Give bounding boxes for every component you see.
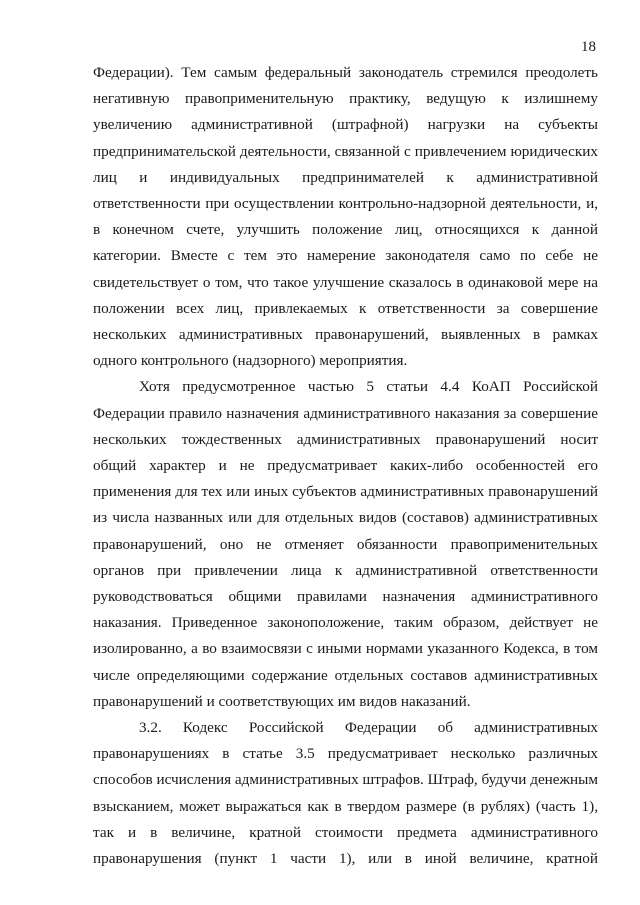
text-line: нескольких тождественных административных правонарушений носит <box>93 430 598 448</box>
text-line: способов исчисления административных штрафов. Штраф, будучи денежным <box>93 771 598 789</box>
text-line: руководствоваться общими правилами назначения административного <box>93 588 598 606</box>
text-line: так и в величине, кратной стоимости предмета административного <box>93 823 598 841</box>
text-line: увеличению административной (штрафной) нагрузки на субъекты <box>93 116 598 134</box>
text-line: Федерации). Тем самым федеральный законодатель стремился преодолеть <box>93 64 598 81</box>
paragraph-3 <box>93 715 598 872</box>
text-line: взысканием, может выражаться как в твердом размере (в рублях) (часть 1), <box>93 797 598 815</box>
text-line: правонарушениях в статье 3.5 предусматривает несколько различных <box>93 745 598 763</box>
paragraph-2 <box>93 374 598 715</box>
text-line: правонарушений, оно не отменяет обязанности правоприменительных <box>93 535 598 553</box>
text-line: негативную правоприменительную практику, ведущую к излишнему <box>93 90 598 108</box>
body-text <box>93 60 598 872</box>
text-line: общий характер и не предусматривает каких-либо особенностей его <box>93 457 598 475</box>
page-number: 18 <box>581 39 596 55</box>
text-line: ответственности при осуществлении контрольно-надзорной деятельности, и, <box>93 195 598 213</box>
paragraph-1 <box>93 60 598 374</box>
text-line: изолированно, а во взаимосвязи с иными нормами указанного Кодекса, в том <box>93 640 598 658</box>
text-line: положении всех лиц, привлекаемых к ответственности за совершение <box>93 299 598 317</box>
text-line: числе определяющими содержание отдельных составов административных <box>93 666 598 684</box>
text-line: Хотя предусмотренное частью 5 статьи 4.4 КоАП Российской <box>139 378 598 396</box>
text-line: наказания. Приведенное законоположение, таким образом, действует не <box>93 614 598 632</box>
text-line: в конечном счете, улучшить положение лиц, относящихся к данной <box>93 221 598 239</box>
text-line: одного контрольного (надзорного) мероприятия. <box>93 352 408 370</box>
text-line: категории. Вместе с тем это намерение законодателя само по себе не <box>93 247 598 265</box>
text-line: лиц и индивидуальных предпринимателей к административной <box>93 168 598 186</box>
text-line: из числа названных или для отдельных видов (составов) административных <box>93 509 598 527</box>
text-line: органов при привлечении лица к административной ответственности <box>93 561 598 579</box>
text-line: Федерации правило назначения административного наказания за совершение <box>93 404 598 422</box>
text-line: нескольких административных правонарушений, выявленных в рамках <box>93 326 598 344</box>
text-line: предпринимательской деятельности, связанной с привлечением юридических <box>93 142 598 160</box>
text-line: применения для тех или иных субъектов административных правонарушений <box>93 483 598 501</box>
text-line: правонарушений и соответствующих им видов наказаний. <box>93 692 471 710</box>
text-line: свидетельствует о том, что такое улучшение сказалось в одинаковой мере на <box>93 273 598 291</box>
text-line: правонарушения (пункт 1 части 1), или в иной величине, кратной <box>93 850 598 868</box>
text-line: 3.2. Кодекс Российской Федерации об административных <box>139 719 598 737</box>
